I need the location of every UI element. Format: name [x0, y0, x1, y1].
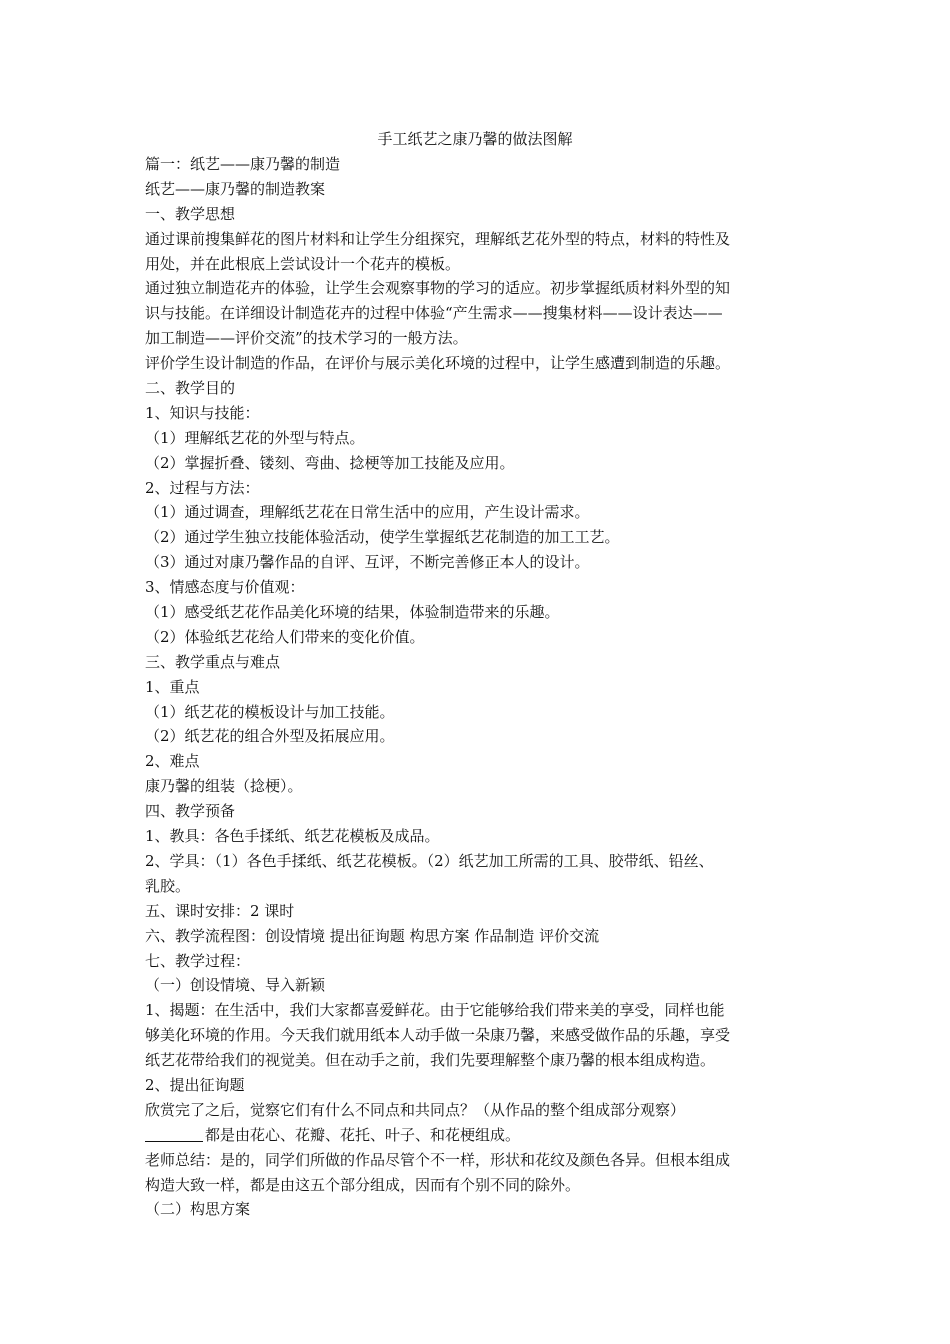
paragraph-line: （1）感受纸艺花作品美化环境的结果，体验制造带来的乐趣。 — [145, 603, 560, 622]
paragraph-line: 加工制造——评价交流”的技术学习的一般方法。 — [145, 329, 468, 348]
paragraph-line: 三、教学重点与难点 — [145, 652, 281, 671]
paragraph-line: （1）理解纸艺花的外型与特点。 — [145, 428, 365, 447]
paragraph-line: 欣赏完了之后，觉察它们有什么不同点和共同点？（从作品的整个组成部分观察） — [145, 1100, 686, 1119]
paragraph-line: 一、教学思想 — [145, 204, 236, 223]
document-title: 手工纸艺之康乃馨的做法图解 — [377, 130, 573, 148]
paragraph-line: 康乃馨的组装（捻梗）。 — [145, 777, 303, 796]
paragraph-line: 七、教学过程： — [145, 951, 251, 970]
paragraph-line: 识与技能。在详细设计制造花卉的过程中体验“产生需求——搜集材料——设计表达—— — [145, 304, 723, 323]
paragraph-line: 五、课时安排：2 课时 — [145, 901, 295, 920]
paragraph-line: 2、难点 — [145, 752, 200, 771]
paragraph-line: 六、教学流程图：创设情境 提出征询题 构思方案 作品制造 评价交流 — [145, 926, 600, 945]
paragraph-line: （1）纸艺花的模板设计与加工技能。 — [145, 702, 395, 721]
paragraph-line: 1、揭题：在生活中，我们大家都喜爱鲜花。由于它能够给我们带来美的享受，同样也能 — [145, 1001, 725, 1020]
paragraph-line: 都是由花心、花瓣、花托、叶子、和花梗组成。 — [145, 1123, 815, 1148]
paragraph-line: （二）构思方案 — [145, 1200, 251, 1219]
paragraph-line: 通过独立制造花卉的体验，让学生会观察事物的学习的适应。初步掌握纸质材料外型的知 — [145, 279, 731, 298]
paragraph-line: （2）纸艺花的组合外型及拓展应用。 — [145, 727, 395, 746]
paragraph-line: 通过课前搜集鲜花的图片材料和让学生分组探究，理解纸艺花外型的特点，材料的特性及 — [145, 229, 731, 248]
paragraph-line: （2）体验纸艺花给人们带来的变化价值。 — [145, 627, 425, 646]
paragraph-line: 四、教学预备 — [145, 802, 236, 821]
document-body — [145, 152, 815, 1222]
paragraph-line: 纸艺花带给我们的视觉美。但在动手之前，我们先要理解整个康乃馨的根本组成构造。 — [145, 1051, 716, 1070]
paragraph-line: 评价学生设计制造的作品，在评价与展示美化环境的过程中，让学生感遭到制造的乐趣。 — [145, 354, 731, 373]
paragraph-line: 篇一：纸艺——康乃馨的制造 — [145, 155, 341, 173]
paragraph-line: （1）通过调查，理解纸艺花在日常生活中的应用，产生设计需求。 — [145, 503, 590, 522]
paragraph-line: 纸艺——康乃馨的制造教案 — [145, 179, 326, 198]
paragraph-line: （2）掌握折叠、镂刻、弯曲、捻梗等加工技能及应用。 — [145, 453, 515, 472]
paragraph-line: 构造大致一样，都是由这五个部分组成，因而有个别不同的除外。 — [145, 1175, 581, 1194]
paragraph-line: 够美化环境的作用。今天我们就用纸本人动手做一朵康乃馨，来感受做作品的乐趣，享受 — [145, 1026, 731, 1045]
paragraph-line: 2、学具：（1）各色手揉纸、纸艺花模板。（2）纸艺加工所需的工具、胶带纸、铅丝、 — [145, 851, 714, 870]
paragraph-line: 3、情感态度与价值观： — [145, 578, 305, 597]
paragraph-line: 二、教学目的 — [145, 379, 236, 398]
paragraph-line: 1、重点 — [145, 677, 200, 696]
paragraph-line: （一）创设情境、导入新颖 — [145, 976, 326, 995]
fill-in-blank — [145, 1125, 203, 1142]
paragraph-line: 2、提出征询题 — [145, 1075, 245, 1094]
paragraph-line: （3）通过对康乃馨作品的自评、互评，不断完善修正本人的设计。 — [145, 553, 590, 572]
paragraph-line: （2）通过学生独立技能体验活动，使学生掌握纸艺花制造的加工工艺。 — [145, 528, 620, 547]
paragraph-line: 乳胶。 — [145, 876, 191, 895]
paragraph-line: 1、知识与技能： — [145, 403, 260, 422]
paragraph-line: 老师总结：是的，同学们所做的作品尽管个不一样，形状和花纹及颜色各异。但根本组成 — [145, 1150, 731, 1169]
paragraph-line: 2、过程与方法： — [145, 478, 260, 497]
paragraph-line: 1、教具：各色手揉纸、纸艺花模板及成品。 — [145, 827, 440, 846]
paragraph-line: 用处，并在此根底上尝试设计一个花卉的模板。 — [145, 254, 461, 273]
